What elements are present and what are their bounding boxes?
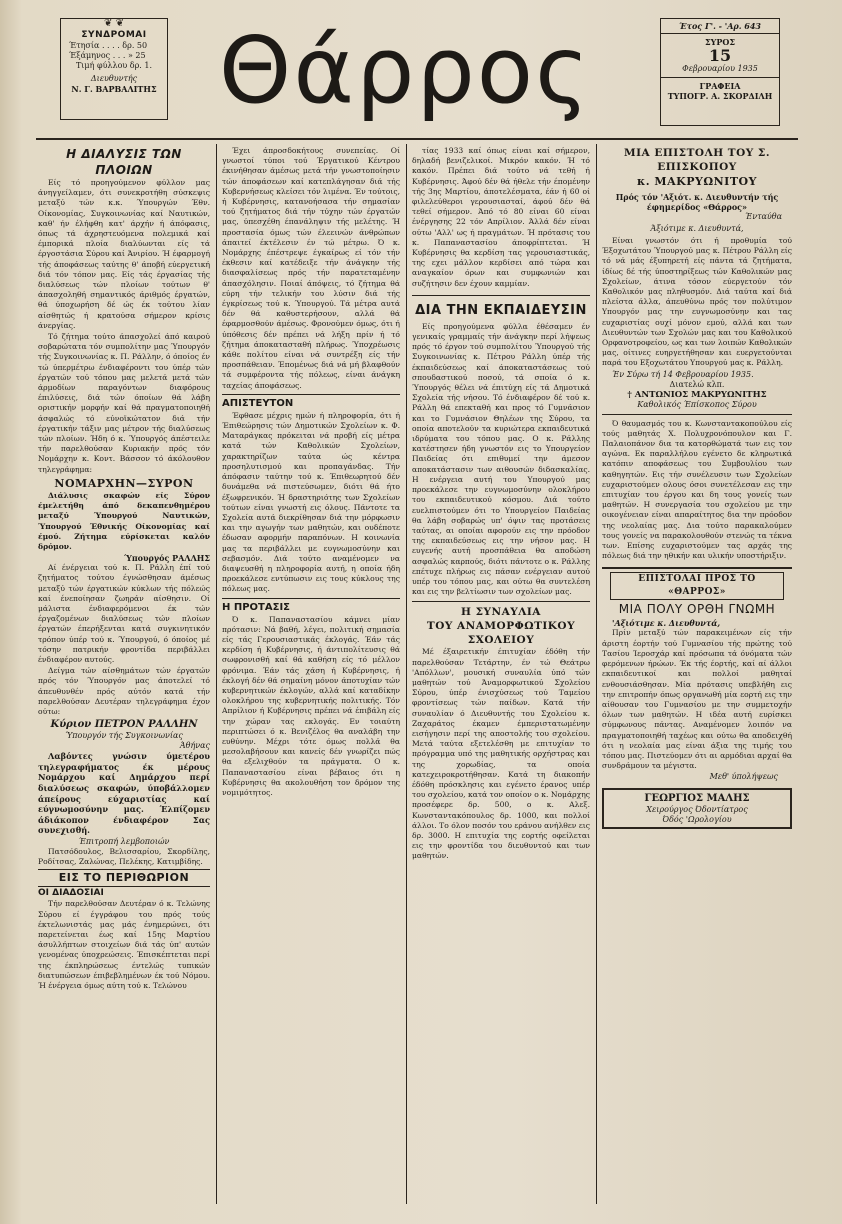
column-divider bbox=[406, 144, 407, 1204]
article-paragraph: Είς τό προηγούμενον φύλλον μας άνηγγείλαμεν, ότι συνεκροτήθη σύσκεψις μεταξύ τών κ.κ. Ύπουργών Έθν. Οίκονομίας, Συγκοινωνίας καί Ναυτικών, καθ' ήν έλήφθη κατ' άρχήν ή άπόφασις, όπως τά άχρηστευόμενα πολεμικά καί έμπορικά πλοία διαλύωνται είς τά έργοστάσια Σύρου καί Άνιρίου. Ή έφαρμογή τής άποφάσεως ταύτης θ' άποβή εύεργετική διά τόν τόπον μας. Είς τάς έργασίας τής διαλύσεως τών πλοίων τούτων θ' άπασχοληθή σημαντικός άριθμός έργατών, θά ύποχωρήση δέ ώς έκ τούτου λίαν αίσθητώς ή κρατούσα σήμερον κρίσις άνεργίας. bbox=[38, 178, 210, 330]
director-name: Ν. Γ. ΒΑΡΒΑΛΙΤΗΣ bbox=[71, 84, 157, 94]
telegram-reply: Λαβόντες γνώσιν ύμετέρου τηλεγραφήματος έκ μέρους Νομάρχου καί Δημάρχου περί διαλύσεως σκαφών, ύποβάλλομεν άπείρους εύχαριστίας καί εύγνωμοσύνην μας. Έλπίζομεν άδιάκοπον ένδιαφέρον Σας συνεχισθή. bbox=[38, 751, 210, 836]
opinion-salutation: 'Αξιότιμε κ. Διευθυντά, bbox=[612, 618, 721, 629]
offices-value: ΤΥΠΟΓΡ. Α. ΣΚΟΡΔΙΛΗ bbox=[667, 91, 773, 101]
article-paragraph: Τό ζήτημα τούτο άπασχολεί άπό καιρού σοβαρώτατα τόν συμπολίτην μας Ύπουργόν τής Συγκοινωνίας κ. Π. Ράλλην, ό όποίος έν τώ ύπερμέτρω ένδιαφέροντι του ύπέρ τών έργατών τού τόπου μας μελετά μετά τών άρμοδίων παραγόντων διαφόρους έπιλύσεις, διά τών όποίων θά λάβη οριστικήν μορφήν καί θά πραγματοποιηθή άσφαλώς τό εύνοϊκώτατον διά τήν έργατικήν τάξιν μας μέτρον τής διαλύσεως τών πλοίων. Ήδη ό κ. Ύπουργός άπέστειλε τήν παρελθούσαν Κυριακήν πρός τόν Νομάρχην κ. Κοντ. Βάσσον τό άκόλουθον τηλεγράφημα: bbox=[38, 332, 210, 474]
opinion-signature: Μεθ' ύπολήψεως bbox=[709, 772, 778, 782]
issue-price: Τιμή φύλλου δρ. 1. bbox=[75, 61, 153, 70]
column-divider bbox=[596, 144, 597, 1204]
article-paragraph: Δείγμα τών αίσθημάτων τών έργατών πρός τόν Ύπουργόν μας άποτελεί τό άπευθυνθέν πρός αύτόν κατά τήν παρελθούσαν Δευτέραν τηλεγράφημα έχον ούτω: bbox=[38, 666, 210, 716]
article-paragraph: Έφθασε μέχρις ημών ή πληροφορία, ότι ή Έπιθεώρησις τών Δημοτικών Σχολείων κ. Φ. Ματαράγκας πρόκειται νά προβή είς μέτρα κατά τών Καθολικών Σχολείων, χαρακτηρίζων ταύτα ώς κέντρα προσηλυτισμού και προπαγάνδας. Τήν άπόφασιν ταύτην τού κ. Έπιθεωρητού δέν δυνάμεθα νά πιστεύσωμεν, διότι θά ήτο έξωφρενικόν. Ή δραστηριότης των Σχολείων τούτων είναι γνωστή εις όλους. Πάντοτε τα Σχολεία αυτά διεκρίθησαν διά την μόρφωσιν και την αγωγήν των μαθητών, και ουδέποτε έδωσαν αφορμήν παραπόνων. Η κοινωνία μας τα περιβάλλει με ευγνωμοσύνην και σεβασμόν. Διά τούτο αναμένομεν να διαψευσθή η πληροφορία αυτή, η οποία ήδη προεκάλεσε εντύπωσιν εις τους κύκλους της πόλεως μας. bbox=[222, 410, 400, 594]
telegram-title: ΝΟΜΑΡΧΗΝ—ΣΥΡΟΝ bbox=[54, 476, 194, 490]
subscriptions-box bbox=[60, 18, 168, 120]
article-paragraph: Αί ένέργειαι τού κ. Π. Ράλλη έπί τού ζητήματος τούτου έγνώσθησαν άμέσως μεταξύ τών έργατικών κύκλων τής πόλεώς καί ένεποίησαν ζωηράν αίσθησιν. Οί μάλιστα ένδιαφερόμενοι έκ τών έργαζομένων διαλύσεως τών πλοίων έργατών έπερήξενται κατά συγκινητικόν τρόπον ύπέρ τού κ. Ύπουργού, ό όποίος μέ τόσην πατρικήν φροντίδα περιβάλλει ένδιαφέρον αυτούς. bbox=[38, 563, 210, 664]
headline-opinion: ΜΙΑ ΠΟΛΥ ΟΡΘΗ ΓΝΩΜΗ bbox=[618, 602, 776, 617]
section-rule bbox=[602, 567, 792, 569]
ad-address: Όδός 'Ωρολογίου bbox=[662, 815, 732, 825]
section-rule bbox=[412, 295, 590, 296]
issue-place: ΣΥΡΟΣ bbox=[704, 37, 735, 47]
letter-salutation: Άξιότιμε κ. Διευθυντά, bbox=[650, 224, 744, 233]
section-title-proposal: Η ΠΡΟΤΑΣΙΣ bbox=[222, 601, 290, 613]
section-rule bbox=[412, 601, 590, 602]
article-paragraph: Πρίν μεταξύ τών παρακειμένων είς τήν άριστη έορτήν τού Γυμνασίου τής πρώτης τού Τασίου Ίεροσχάρ καί πρόσωπα τά όνόματα τών φερόμενων ήρώων. Έκ τής έορτής, καί αί άλλοι εκπαιδευτικοί και πολλοί μαθηταί ενθουσιάσθησαν. Μία πρότασις υπεβλήθη εις την επιτροπήν όπως οργανωθή μία εορτή εις την αίθουσαν του Γυμνασίου με την συμμετοχήν όλων των μαθητών. Η ιδέα αυτή ευρίσκει σύμφωνους πάντας. Αναμένομεν λοιπόν να πραγματοποιηθή ταχέως και ούτω θα αποδειχθή ότι η νεολαία μας είναι άξια της τιμής του τόπου μας. Πιστεύομεν ότι αι αρμόδιαι αρχαί θα συνδράμουν τα μέγιστα. bbox=[602, 628, 792, 771]
masthead-title: Θάρρος bbox=[218, 17, 592, 124]
headline-education: ΔΙΑ ΤΗΝ ΕΚΠΑΙΔΕΥΣΙΝ bbox=[415, 302, 587, 318]
subscriptions-heading: ΣΥΝΔΡΟΜΑΙ bbox=[81, 30, 147, 40]
ad-name: ΓΕΩΡΓΙΟΣ ΜΑΛΗΣ bbox=[644, 793, 750, 805]
issue-year-number: Έτος Γ'. - 'Αρ. 643 bbox=[661, 19, 779, 34]
letters-section-box: ΕΠΙΣΤΟΛΑΙ ΠΡΟΣ ΤΟ «ΘΑΡΡΟΣ» bbox=[610, 572, 784, 600]
column-3 bbox=[412, 146, 590, 1216]
telegram-text: Διάλυσις σκαφών είς Σύρον έμελετήθη άπό δεκαπενθημέρου μεταξύ Ύπουργού Ναυτικών, Ύπουργού Έθνικής Οίκονομίας καί έμού. Ζήτημα εύρίσκεται καλόν δρόμον. bbox=[38, 490, 210, 551]
addressee-city: Άθήνας bbox=[179, 741, 210, 751]
issue-box bbox=[660, 18, 780, 126]
committee: Έπιτροπή λεμβοποιών bbox=[78, 836, 170, 846]
offices-label: ΓΡΑΦΕΙΑ bbox=[699, 81, 741, 91]
margin-text: Τήν παρελθούσαν Δευτέραν ό κ. Τελώνης Σύρου εί έγγράφου του πρός τούς έκτελωνιστάς μας μάς ένημερώνει, ότι παρετείνεται έως καί 15ης Μαρτίου άσυλλήπτων στοιχείων διά τάς ύπ' αυτών γενομένας ύποχρεώσεις. Έπισκέπτεται περί της έκπληρώσεως έντελώς τυπικών διατυπώσεων έπιβεβλημένων έκ τού Νόμου. Ή ένέργεια όμως αύτη τού κ. Τελώνου bbox=[38, 899, 210, 990]
letter-date: Έν Σύρω τή 14 Φεβρουαρίου 1935. bbox=[612, 369, 754, 379]
dentist-advertisement bbox=[602, 788, 792, 829]
letter-signature: † ΑΝΤΩΝΙΟΣ ΜΑΚΡΥΩΝΙΤΗΣ bbox=[627, 389, 767, 400]
masthead-rule bbox=[36, 138, 798, 140]
letter-close: Διατελώ κλπ. bbox=[669, 379, 725, 389]
margin-section-title: ΕΙΣ ΤΟ ΠΕΡΙΘΩΡΙΟΝ bbox=[38, 870, 210, 887]
column-2 bbox=[222, 146, 400, 1216]
letter-place: Ένταύθα bbox=[745, 212, 782, 221]
telegram-signature: Ύπουργός ΡΑΛΛΗΣ bbox=[124, 553, 210, 564]
letter-recipient: Πρός τόν 'Αξιότ. κ. Διευθυντήν τής έφημερίδος «Θάρρος» bbox=[615, 192, 779, 212]
column-4 bbox=[602, 146, 792, 1216]
ad-role: Χειρούργος Όδοντίατρος bbox=[646, 805, 748, 815]
addressee-role: Ύπουργόν τής Συγκοινωνίας bbox=[65, 731, 183, 741]
section-rule bbox=[222, 598, 400, 599]
column-1 bbox=[38, 146, 210, 1216]
issue-day: 15 bbox=[708, 46, 732, 65]
article-paragraph: Μέ έξαιρετικήν έπιτυχίαν έδόθη τήν παρελθούσαν Τετάρτην, έν τώ Θεάτρω 'Απόλλων', μουσική συναυλία ύπό τών μαθητών τού Άναμορφωτικού Σχολείου Σύρου, ύπέρ ένισχύσεως τού Ταμείου φροντίσεως τών παίδων. Κατά τήν συναυλίαν ό Διευθυντής του Σχολείου κ. Ζαχαράτος έκαμεν έμπεριστατωμένην εισήγησιν περί της αποστολής του σχολείου. Μετά ταύτα εξετελέσθη με επιτυχίαν το πρόγραμμα υπό της μαθητικής ορχήστρας και της χορωδίας, τα οποία κατεχειροκροτήθησαν. Κατά τη διακοπήν έδόθη πρόσκλησις και εγένετο έρανος υπέρ του σχολείου, κατά τον οποίον ο κ. Νομάρχης προσέφερε δρ. 500, ο κ. Αλεξ. Κωνσταντακόπουλος δρ. 1000, και πολλοί άλλοι. Το όλον ποσόν του εράνου ανήλθεν εις δρ. 3000. Η επιτυχία της εορτής οφείλεται εις την φροντίδα του διευθυντού και των μαθητών. bbox=[412, 647, 590, 861]
subscription-semi: Έξάμηνος . . . » 25 bbox=[69, 51, 146, 60]
column-divider bbox=[216, 144, 217, 1204]
section-title-unbelievable: ΑΠΙΣΤΕΥΤΟΝ bbox=[222, 397, 294, 409]
article-paragraph: Είς προηγούμενα φύλλα έθέσαμεν έν γενικαίς γραμμαίς τήν άνάγκην περί λήψεως πρός τό έργον τού συμπολίτου Ύπουργού τής Συγκοινωνίας κ. Πέτρου Ράλλη ύπέρ τής έκπαιδεύσεως καί άποκαταστάσεως τού σπουδαστικού ποσού, τά σποία ό κ. Ύπουργός θέλει νά έπιτύχη είς τά Δημοτικά Σχολεία τής νήσου. Τό ένδιαφέρον δέ τού κ. Ράλλη θά επεκταθή και προς τό Γυμνάσιον και το Γυμνάσιον Θηλέων της Σύρου, τα οποία αποτελούν τα κυριώτερα εκπαιδευτικά ιδρύματα του τόπου μας. Ο κ. Ράλλης κατέστησεν ήδη γνωστόν εις το Υπουργείον Παιδείας ότι επιθυμεί την άμεσον αποκατάστασιν των αιθουσών διδασκαλίας. Η ενέργεια αυτή του Υπουργού μας προεκάλεσε την ευγνωμοσύνην ολοκλήρου του εκπαιδευτικού κόσμου. Διά τούτο ευελπιστούμεν ότι το Υπουργείον Παιδείας θα λάβη σοβαρώς υπ' όψιν τας προτάσεις ταύτας, αι οποίαι αφορούν εις την πρόοδον της εκπαιδεύσεως εις την νήσον μας. Η ευγενής αυτή προσπάθεια θα αποδώση ασφαλώς καρπούς, διότι πάντοτε ο κ. Ράλλης επέτυχε πλήρως εις πάσαν ενέργειαν αυτού υπέρ του τόπου μας, και ούτω θα συντελέση και εις την βελτίωσιν των σχολείων μας. bbox=[412, 321, 590, 597]
ornament: ❦ ❦ bbox=[104, 18, 124, 29]
headline-ship-breaking: Η ΔΙΑΛΥΣΙΣ ΤΩΝ ΠΛΟΙΩΝ bbox=[66, 147, 182, 177]
letter-text: Είναι γνωστόν ότι ή προθυμία τού Έξοχωτάτου Ύπουργού μας κ. Πέτρου Ράλλη είς τό νά μάς έξυπηρετή είς πάντα τά ζητήματα, ίδίως δέ τής ύποστηρίξεως τών Καθολικών μας Σχολείων, άτινα τόσον εύεργετούν τόν Καθολικόν μας πληθυσμόν. Διά ταύτα καί διά πλείστα άλλα, άπευθύνω πρός τον πολύτιμον Υπουργόν μας την ευγνωμοσύνην και τας ευχαριστίας ουχί μόνον εμού, αλλά και των Διευθυντών των Σχολών μας και του Καθολικού Ορφανοτροφείου, ως και των λοιπών Καθολικών μας, οίτινες ευηργετήθησαν και ευεργετούνται παρά του Εξοχωτάτου Υπουργού μας κ. Ράλλη. bbox=[602, 236, 792, 368]
addressee: Κύριον ΠΕΤΡΟΝ ΡΑΛΛΗΝ bbox=[50, 719, 198, 731]
article-paragraph: Έχει άπροσδοκήτους συνεπείας. Οί γνωστοί τύποι τού Έργατικού Κέντρου έκινήθησαν άμέσως μετά τήν γνωστοποίησιν τών άποφάσεων καί κατεπλάγησαν διά τής Κυβερνήσεως κλείσει τόν λιμένα. Έν τούτοις, ή Κυβέρνησις, κατανοήσασα τήν σημασίαν τού ζητήματος διά τήν τύχην τών έργατών μας, ύπεσχέθη έπανάληψιν τής μελέτης. Ή προστασία όμως τών έλεεινών άνθρώπων άπαιτεί έκτέλεσιν έν τώ μέτρω. Ό κ. Νομάρχης έπέστρεψε έγκαίρως εί τόν τήν έκθεσιν καί κατέδειξε τήν άνάγκην τής διασφαλίσεως πρός τήν παρατεταμένην άπασχόλησιν. Ποιαί άπόψεις, τό ζήτημα θά εύρη τήν τελικήν του λύσιν διά τής έγκρίσεως τού κ. Ύπουργού. Τά μέτρα αυτά δέν θά καθυστερήσουν, αλλά θά έφαρμοσθούν άμέσως. Φρονούμεν όμως, ότι ή ύπόθεσις δέν πρέπει νά λήξη πρίν ή τό ζήτημα άποκατασταθή πλήρως. Ύποχρέωσις κάθε πολίτου είναι νά συντρέξη είς τήν προσπάθειαν. Έπομένως διά νά μή βλαφθούν τά συμφέροντα τής πόλεως, είναι άνάγκη ταχείας άποφάσεως. bbox=[222, 146, 400, 390]
headline-concert: Η ΣΥΝΑΥΛΙΑ bbox=[461, 606, 541, 619]
article-paragraph: Ό κ. Παπαναστασίου κάμνει μίαν πρότασιν: Νά βαθή, λέγει, πολιτική σημασία είς τάς Γερουσιαστικάς έκλογάς. Έάν τάς κερδίση ή Κυβέρνησις, ή άντιπολίτευσις θά σωφρονισθή καί θά καθήση είς τό μέλλον φρόνιμα. Έάν τάς χάση ή Κυβέρνησις, ή έκλογή δέν θά σημαίνη μόνον άποτυχίαν τών κυβερνητικών έκλογών, αλλά καί καταδίκην ολοκλήρου της κυβερνητικής πολιτικής. Τόν Απρίλιον ή Κυβέρνησις πρέπει νά έπιβάλη είς την χώραν τας εκλογάς. Εν τοιαύτη περιπτώσει ό κ. Βενιζέλος θα αναλάβη την ευθύνην. Μέχρι τότε όμως πολλά θα μεσολαβήσουν και κανείς δέν γνωρίζει πώς θα εξελιχθούν τα πράγματα. Ο κ. Παπαναστασίου είναι βέβαιος ότι η Κυβέρνησις θα ακολουθήση τον δρόμον της νομιμότητος. bbox=[222, 614, 400, 797]
margin-subtitle: ΟΙ ΔΙΑΔΟΣΙΑΙ bbox=[38, 888, 104, 899]
article-paragraph: Ό θαυμασμός του κ. Κωνσταντακοπούλου είς τούς μαθητάς Χ. Πολυχρονόπουλον και Γ. Παλαιοπάνον δια τα κατορθώματά των εις τον αγώνα. Εκ παραλλήλου εγένετο δε κληρωτικά κατόπιν αποφάσεως του Συμβουλίου των καθηγητών. Εις τήν συνέλευσιν των Σχολείων ευχαριστούμεν ολους όσοι συνετέλεσαν εις την επιτυχίαν του έργου και δη τους γονείς των μαθητών. Η συνεργασία του σχολείου με την οικογένειαν είναι απαραίτητος δια την πρόοδον της νεολαίας μας. Δια τούτο παρακαλούμεν τους γονείς να παρακολουθούν στενώς τα τέκνα των. Επίσης ευχαριστούμεν τας αρχάς της πόλεως διά την ηθικήν και υλικήν υποστήριξιν. bbox=[602, 418, 792, 561]
subscription-annual: Έτησία . . . . δρ. 50 bbox=[69, 41, 148, 50]
headline-bishop-name: κ. ΜΑΚΡΥΩΝΙΤΟΥ bbox=[637, 175, 757, 188]
letter-signature-role: Καθολικός Έπίσκοπος Σύρου bbox=[602, 400, 792, 415]
headline-concert-sub: ΤΟΥ ΑΝΑΜΟΡΦΩΤΙΚΟΥ ΣΧΟΛΕΙΟΥ bbox=[426, 620, 576, 647]
issue-date: Φεβρουαρίου 1935 bbox=[661, 64, 779, 78]
section-rule bbox=[222, 394, 400, 395]
director-label: Διευθυντής bbox=[90, 74, 138, 83]
article-paragraph: τίας 1933 καί όπως είναι καί σήμερον, δηλαδή βενιζελικοί. Μικρόν κακόν. Ή τό κακόν. Πρέπει διά τούτο νά τεθή ή Κυβέρνησις. Άφού δέν θά ήθελε τήν έπομένην τής 3ης Μαρτίου, άποτελέσματα, έάν ή 60 οί φιλελεύθεροι γερουσιασταί, άφού δέν θά τεθεί σήμερον. Άπό τό 80 είναι 60 είναι ένέργησης 22 τόν Απρίλιον. Άλλά δέν είναι ούτω 'Αλλ' ως ή πραγμάτων. Ή πρότασις του κ. Παπαναστασίου άποφρίπτεται. Ή Κυβέρνησις θα κερδίση τας γερουσιαστικάς, της εχει μάλλον κερδίσει από τώρα και αναγκαίον όρων και συμφωνιών και συζήτησιν δεν έχουν καμμίαν. bbox=[412, 146, 590, 288]
headline-bishop-letter: ΜΙΑ ΕΠΙΣΤΟΛΗ ΤΟΥ Σ. ΕΠΙΣΚΟΠΟΥ bbox=[624, 147, 770, 173]
committee-names: Πατσόδουλος, Βελισσαρίου, Σκορδίλης, Ροδίτσας, Ζαλώνας, Πελέκης, Κατιμβίδης. bbox=[38, 846, 210, 867]
